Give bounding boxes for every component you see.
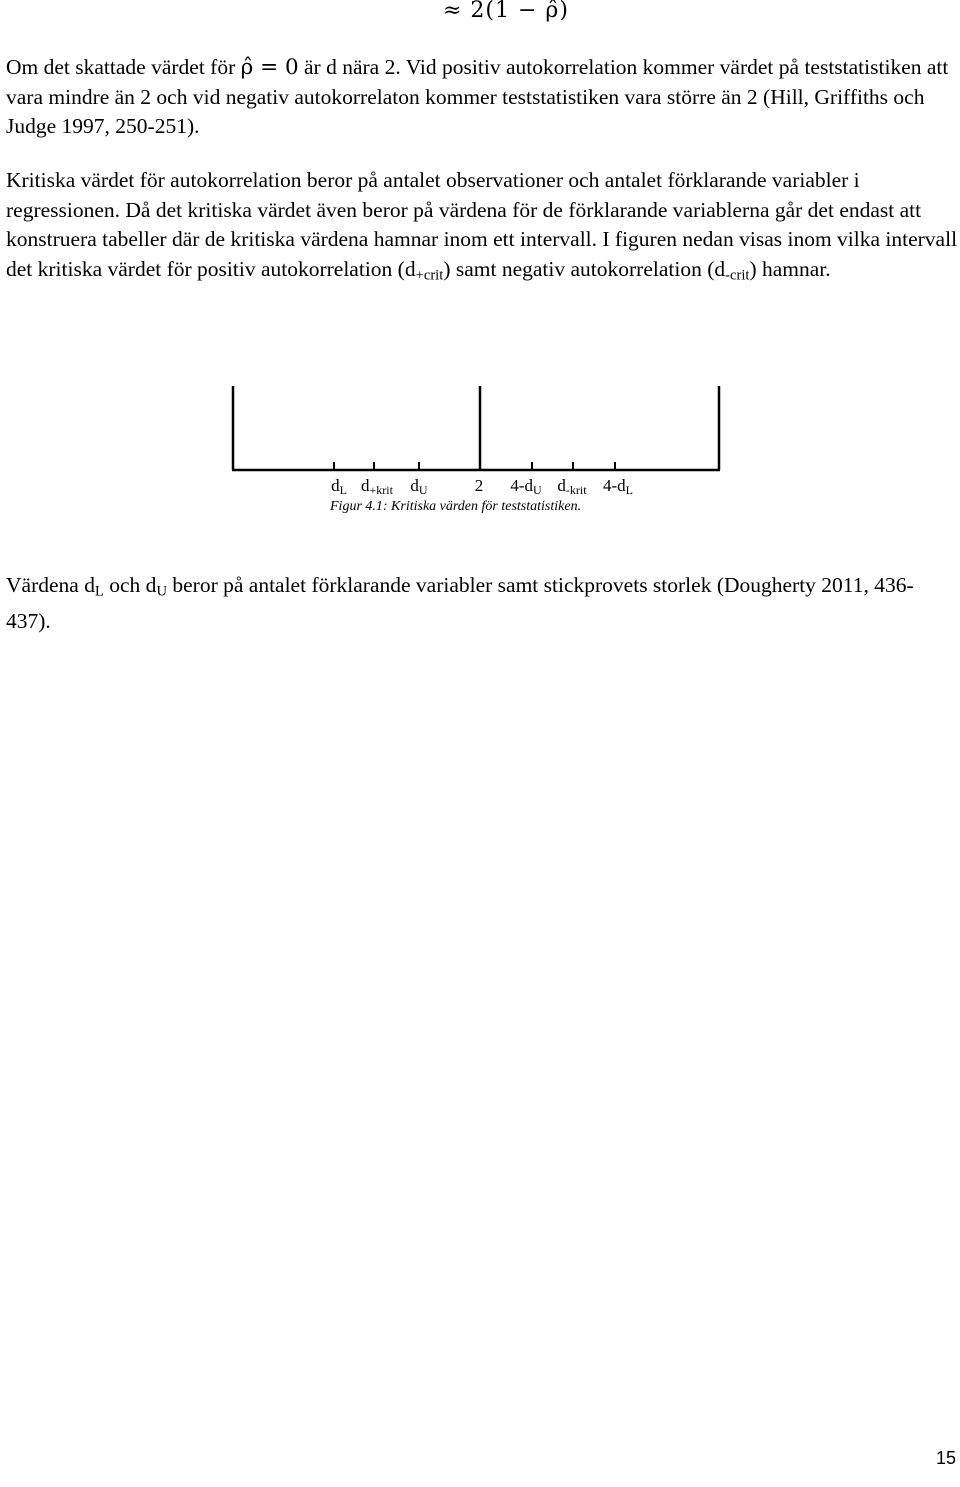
critical-values-figure — [0, 380, 960, 520]
p2-text-1: Kritiska värdet för autokorrelation beror på antalet observationer och antalet förklarande variabler i regressionen. Då det kritiska värdet även beror på värdena för de förklarande variablerna går det endast att konstruera tabeller där de kritiska värdena hamnar inom ett intervall. I figuren nedan visas inom vilka intervall det kritiska värdet för positiv autokorrelation (d — [6, 168, 958, 281]
p2-sub-neg-crit: -crit — [725, 267, 750, 284]
p3-text-2: och d — [103, 573, 157, 597]
p2-sub-pos-crit: +crit — [415, 267, 444, 284]
paragraph-1 — [6, 53, 958, 142]
label-d-neg-krit: d-krit — [557, 476, 587, 497]
p2-text-2: ) samt negativ autokorrelation (d — [443, 256, 726, 281]
label-d-pos-krit: d+krit — [361, 476, 393, 497]
p3-text-3: beror på antalet förklarande variabler samt stickprovets storlek (Dougherty 2011, 436-437). — [6, 573, 914, 634]
p1-text-before: Om det skattade värdet för — [6, 55, 241, 79]
paragraph-3 — [6, 571, 958, 637]
p3-sub-l: L — [94, 583, 104, 600]
label-4-du: 4-dU — [510, 476, 542, 497]
label-4-dl: 4-dL — [602, 476, 634, 497]
formula-approximation: ≈ 2(1 − ρ̂) — [443, 0, 569, 23]
page-number: 15 — [936, 1448, 957, 1468]
label-du: dU — [410, 476, 428, 497]
p1-math-rho: ρ̂ = 0 — [240, 55, 299, 80]
p2-text-3: ) hamnar. — [749, 256, 831, 281]
p1-text-after: är d nära 2. Vid positiv autokorrelation kommer värdet på teststatistiken att vara mindre än 2 och vid negativ autokorrelaton kommer teststatistiken vara större än 2 (Hill, Griffiths och Judge 1997, 250-251). — [6, 55, 949, 138]
figure-caption: Figur 4.1: Kritiska värden för teststatistiken. — [330, 499, 582, 514]
p3-text-1: Värdena d — [6, 573, 95, 597]
paragraph-2 — [6, 166, 958, 291]
p3-sub-u: U — [156, 583, 167, 600]
label-two: 2 — [474, 476, 484, 495]
label-dl: dL — [331, 476, 347, 497]
